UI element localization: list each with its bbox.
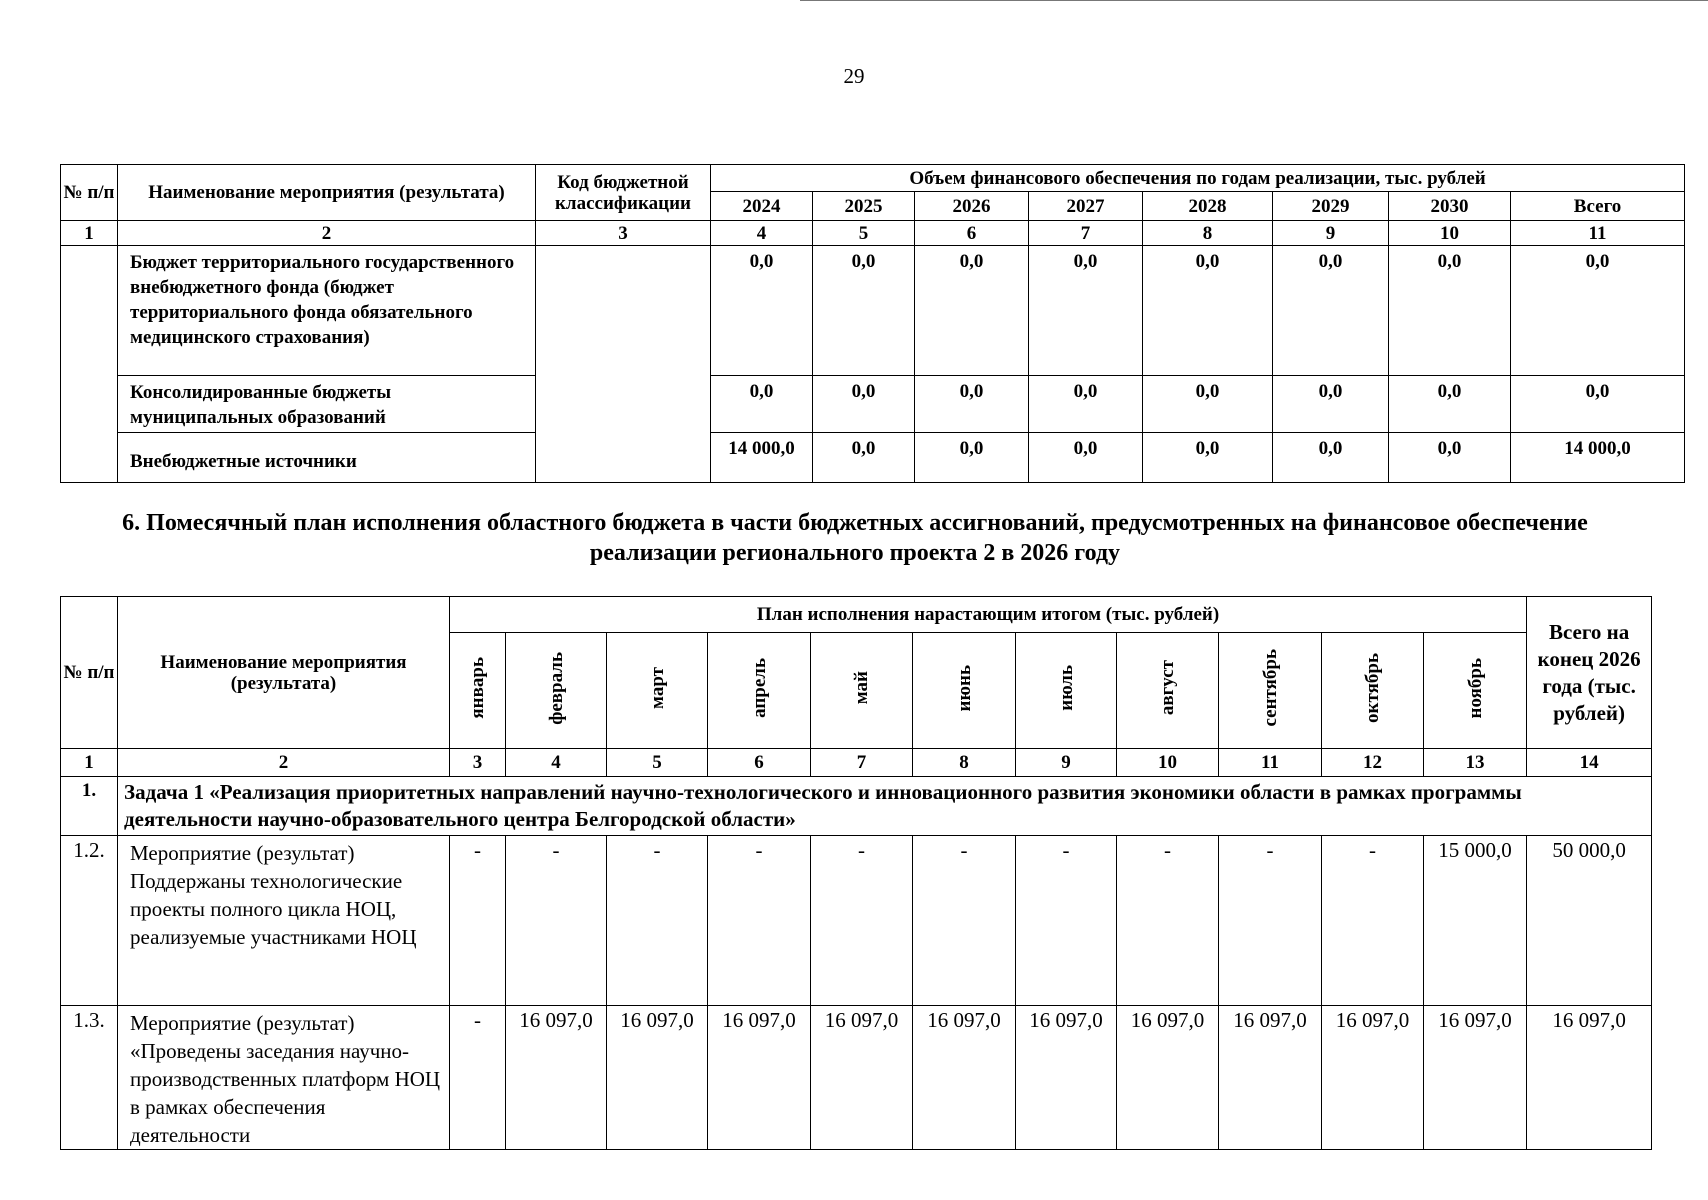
row-name: Мероприятие (результат) «Проведены заседания научно-производственных платформ НОЦ в рамках обеспечения деятельности [118, 1006, 450, 1150]
column-number: 9 [1273, 221, 1389, 246]
month-value: - [1322, 836, 1424, 1006]
row-name: Внебюджетные источники [118, 433, 536, 483]
task-text: Задача 1 «Реализация приоритетных направлений научно-технологического и инновационного развития экономики области в рамках программы деятельности научно-образовательного центра Белгородской области» [118, 777, 1652, 836]
value-cell: 0,0 [1389, 376, 1511, 433]
month-header [913, 633, 1016, 749]
column-number: 4 [711, 221, 813, 246]
column-number: 14 [1527, 749, 1652, 777]
empty-num-cell [61, 246, 118, 483]
column-number: 10 [1117, 749, 1219, 777]
value-cell: 0,0 [1029, 376, 1143, 433]
column-number: 5 [813, 221, 915, 246]
month-label: февраль [545, 651, 567, 725]
column-number: 8 [913, 749, 1016, 777]
column-number: 10 [1389, 221, 1511, 246]
header-name: Наименование мероприятия (результата) [118, 165, 536, 221]
task-row [61, 777, 1652, 836]
row-number: 1.3. [61, 1006, 118, 1150]
year-header: 2028 [1143, 192, 1273, 221]
value-cell: 0,0 [915, 246, 1029, 376]
value-cell: 0,0 [1273, 433, 1389, 483]
month-value: - [1219, 836, 1322, 1006]
month-label: январь [467, 657, 488, 719]
column-number: 5 [607, 749, 708, 777]
column-number: 2 [118, 749, 450, 777]
month-label: март [646, 667, 668, 709]
month-label: октябрь [1362, 653, 1383, 723]
month-value: - [506, 836, 607, 1006]
month-label: сентябрь [1259, 649, 1281, 727]
month-header [811, 633, 913, 749]
value-cell: 0,0 [1273, 376, 1389, 433]
row-name: Мероприятие (результат) Поддержаны технологические проекты полного цикла НОЦ, реализуемые участниками НОЦ [118, 836, 450, 1006]
year-header: 2027 [1029, 192, 1143, 221]
monthly-plan-table [60, 596, 1652, 1150]
table-row [61, 836, 1652, 1006]
month-value: 16 097,0 [1117, 1006, 1219, 1150]
month-value: 15 000,0 [1424, 836, 1527, 1006]
top-border-line [800, 0, 1708, 1]
section-heading: 6. Помесячный план исполнения областного бюджета в части бюджетных ассигнований, предусмотренных на финансовое обеспечение реализации регионального проекта 2 в 2026 году [122, 510, 1588, 566]
column-number: 7 [1029, 221, 1143, 246]
month-label: май [851, 671, 872, 705]
month-value: - [913, 836, 1016, 1006]
month-value: 16 097,0 [1424, 1006, 1527, 1150]
total-value: 16 097,0 [1527, 1006, 1652, 1150]
value-cell: 0,0 [711, 376, 813, 433]
table-row [61, 376, 1685, 433]
month-header [1424, 633, 1527, 749]
column-number: 4 [506, 749, 607, 777]
month-value: 16 097,0 [1016, 1006, 1117, 1150]
column-number: 7 [811, 749, 913, 777]
month-value: 16 097,0 [506, 1006, 607, 1150]
header-name: Наименование мероприятия (результата) [118, 597, 450, 749]
column-number: 3 [450, 749, 506, 777]
row-name: Бюджет территориального государственного внебюджетного фонда (бюджет территориального фонда обязательного медицинского страхования) [118, 246, 536, 376]
column-number-row [61, 749, 1652, 777]
value-cell: 0,0 [813, 433, 915, 483]
header-plan: План исполнения нарастающим итогом (тыс. рублей) [450, 597, 1527, 633]
month-value: 16 097,0 [708, 1006, 811, 1150]
column-number: 9 [1016, 749, 1117, 777]
month-header [1016, 633, 1117, 749]
total-value: 50 000,0 [1527, 836, 1652, 1006]
total-cell: 14 000,0 [1511, 433, 1685, 483]
row-name: Консолидированные бюджеты муниципальных образований [118, 376, 536, 433]
value-cell: 0,0 [813, 246, 915, 376]
value-cell: 0,0 [1273, 246, 1389, 376]
column-number: 11 [1511, 221, 1685, 246]
empty-code-cell [536, 246, 711, 483]
value-cell: 0,0 [915, 433, 1029, 483]
month-value: - [450, 1006, 506, 1150]
month-header [1322, 633, 1424, 749]
value-cell: 0,0 [1143, 246, 1273, 376]
month-header [1219, 633, 1322, 749]
month-value: - [450, 836, 506, 1006]
month-header [607, 633, 708, 749]
value-cell: 14 000,0 [711, 433, 813, 483]
column-number: 8 [1143, 221, 1273, 246]
table-row [61, 433, 1685, 483]
month-value: 16 097,0 [1219, 1006, 1322, 1150]
column-number: 3 [536, 221, 711, 246]
month-header [1117, 633, 1219, 749]
table-row [61, 246, 1685, 376]
month-value: - [708, 836, 811, 1006]
header-funding: Объем финансового обеспечения по годам реализации, тыс. рублей [711, 165, 1685, 192]
month-value: - [811, 836, 913, 1006]
column-number: 13 [1424, 749, 1527, 777]
value-cell: 0,0 [1143, 376, 1273, 433]
column-number: 12 [1322, 749, 1424, 777]
month-value: 16 097,0 [913, 1006, 1016, 1150]
header-code: Код бюджетной классификации [536, 165, 711, 221]
header-num: № п/п [61, 597, 118, 749]
month-label: июль [1055, 665, 1077, 711]
year-header: 2029 [1273, 192, 1389, 221]
value-cell: 0,0 [1389, 433, 1511, 483]
header-total: Всего на конец 2026 года (тыс. рублей) [1527, 597, 1652, 749]
column-number: 6 [915, 221, 1029, 246]
value-cell: 0,0 [711, 246, 813, 376]
column-number: 11 [1219, 749, 1322, 777]
month-header [506, 633, 607, 749]
year-header: 2030 [1389, 192, 1511, 221]
value-cell: 0,0 [1389, 246, 1511, 376]
value-cell: 0,0 [813, 376, 915, 433]
column-number: 6 [708, 749, 811, 777]
value-cell: 0,0 [1029, 246, 1143, 376]
value-cell: 0,0 [1029, 433, 1143, 483]
month-label: август [1157, 660, 1178, 716]
month-label: июнь [953, 664, 975, 712]
month-value: 16 097,0 [811, 1006, 913, 1150]
month-header [708, 633, 811, 749]
total-cell: 0,0 [1511, 246, 1685, 376]
value-cell: 0,0 [1143, 433, 1273, 483]
year-header: 2024 [711, 192, 813, 221]
month-value: 16 097,0 [1322, 1006, 1424, 1150]
task-number: 1. [61, 777, 118, 836]
page-number: 29 [843, 64, 865, 88]
month-label: апрель [748, 658, 770, 718]
month-value: 16 097,0 [607, 1006, 708, 1150]
row-number: 1.2. [61, 836, 118, 1006]
header-num: № п/п [61, 165, 118, 221]
funding-by-year-table [60, 164, 1685, 483]
value-cell: 0,0 [915, 376, 1029, 433]
month-label: ноябрь [1464, 657, 1486, 719]
column-number-row [61, 221, 1685, 246]
table-row [61, 1006, 1652, 1150]
month-value: - [607, 836, 708, 1006]
month-header [450, 633, 506, 749]
column-number: 1 [61, 221, 118, 246]
column-number: 2 [118, 221, 536, 246]
year-header: 2025 [813, 192, 915, 221]
total-cell: 0,0 [1511, 376, 1685, 433]
year-header: 2026 [915, 192, 1029, 221]
month-value: - [1117, 836, 1219, 1006]
month-value: - [1016, 836, 1117, 1006]
total-header: Всего [1511, 192, 1685, 221]
column-number: 1 [61, 749, 118, 777]
